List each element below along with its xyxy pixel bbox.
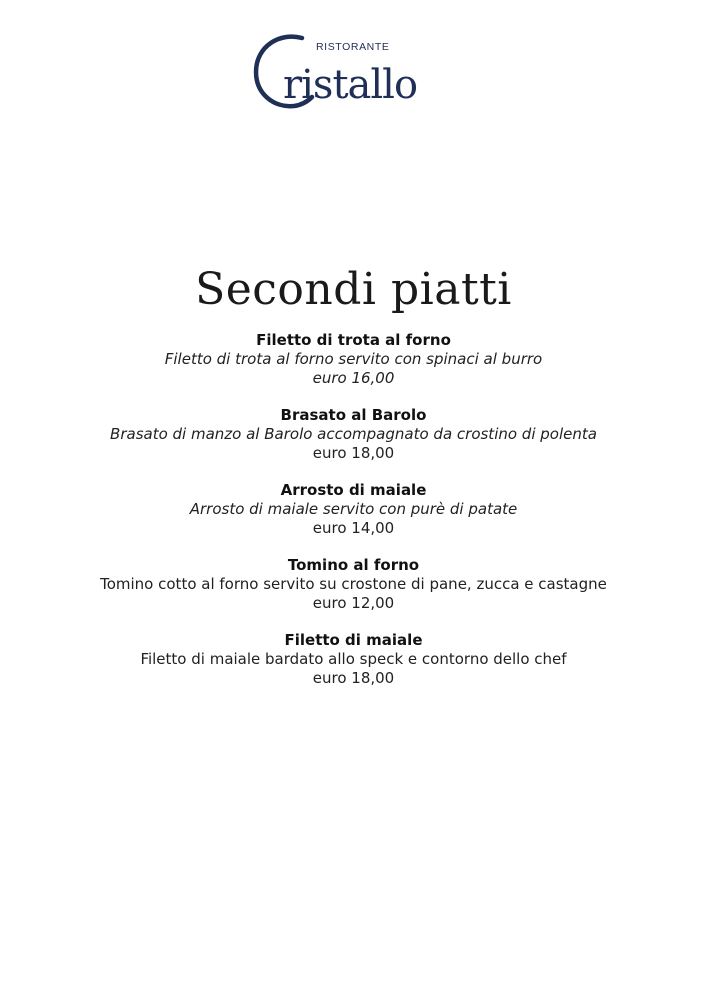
dish-name: Brasato al Barolo — [280, 406, 427, 424]
dish-name: Filetto di trota al forno — [256, 331, 451, 349]
dish-name: Filetto di maiale — [284, 631, 423, 649]
dish-list — [0, 331, 707, 706]
dish-name: Tomino al forno — [287, 556, 420, 574]
dish-name: Arrosto di maiale — [280, 481, 427, 499]
restaurant-logo — [250, 28, 460, 114]
logo-name-rest: ristallo — [283, 62, 418, 108]
dish-price: euro 18,00 — [312, 669, 395, 687]
dish-price: euro 14,00 — [312, 519, 395, 537]
section-title: Secondi piatti — [195, 264, 512, 315]
logo-subtitle: RISTORANTE — [316, 41, 390, 53]
dish-item — [0, 631, 707, 706]
dish-price: euro 12,00 — [312, 594, 395, 612]
dish-description: Tomino cotto al forno servito su crostone di pane, zucca e castagne — [100, 575, 607, 593]
cristallo-logo-mark — [250, 28, 460, 114]
dish-item — [0, 556, 707, 631]
dish-item — [0, 331, 707, 406]
dish-description: Filetto di trota al forno servito con spinaci al burro — [164, 350, 543, 368]
dish-description: Brasato di manzo al Barolo accompagnato da crostino di polenta — [110, 425, 597, 443]
dish-item — [0, 406, 707, 481]
dish-price: euro 16,00 — [312, 369, 395, 387]
dish-item — [0, 481, 707, 556]
dish-description: Filetto di maiale bardato allo speck e contorno dello chef — [140, 650, 567, 668]
dish-description: Arrosto di maiale servito con purè di patate — [189, 500, 518, 518]
dish-price: euro 18,00 — [312, 444, 395, 462]
